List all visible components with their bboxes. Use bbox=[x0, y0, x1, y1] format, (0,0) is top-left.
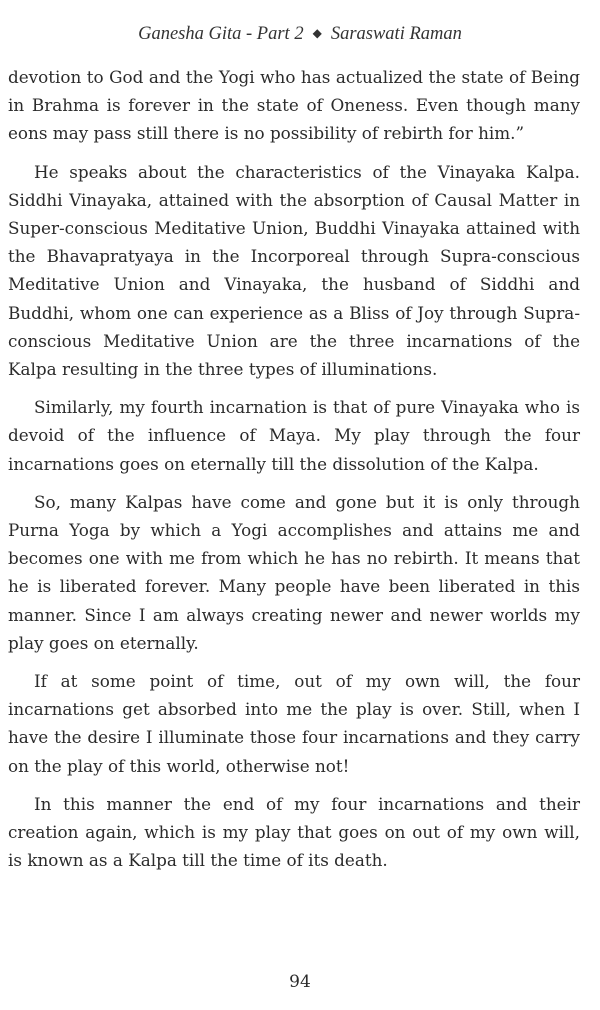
paragraph: Similarly, my fourth incarnation is that of pure Vinayaka who is devoid of the influence of Maya. My play through the four incarnations goes on eternally till the dissolution of the Kalpa. bbox=[8, 397, 580, 474]
page-body bbox=[8, 63, 580, 884]
author-name: Saraswati Raman bbox=[330, 24, 462, 44]
running-header bbox=[0, 24, 600, 45]
paragraph: In this manner the end of my four incarnations and their creation again, which is my play that goes on out of my own will, is known as a Kalpa till the time of its death. bbox=[8, 793, 580, 871]
paragraph: He speaks about the characteristics of the Vinayaka Kalpa. Siddhi Vinayaka, attained with the absorption of Causal Matter in Super-conscious Meditative Union, Buddhi Vinayaka attained with the Bhavapratyaya in the Incorporeal through Supra-conscious Meditative Union and Vinayaka, the husband of Siddhi and Buddhi, whom one can experience as a Bliss of Joy through Supra-conscious Meditative Union are the three incarnations of the Kalpa resulting in the three types of illuminations. bbox=[8, 161, 580, 380]
paragraph: If at some point of time, out of my own will, the four incarnations get absorbed into me the play is over. Still, when I have the desire I illuminate those four incarnations and they carry on the play of this world, otherwise not! bbox=[8, 671, 580, 776]
paragraph-continued: devotion to God and the Yogi who has actualized the state of Being in Brahma is forever in the state of Oneness. Even though many eons may pass still there is no possibility of rebirth for him.” bbox=[8, 67, 580, 144]
book-title: Ganesha Gita - Part 2 bbox=[138, 24, 304, 44]
page-number: 94 bbox=[289, 972, 311, 992]
paragraph: So, many Kalpas have come and gone but it is only through Purna Yoga by which a Yogi accomplishes and attains me and becomes one with me from which he has no rebirth. It means that he is liberated forever. Many people have been liberated in this manner. Since I am always creating newer and newer worlds my play goes on eternally. bbox=[8, 491, 580, 653]
diamond-separator-icon: ◆ bbox=[312, 26, 322, 40]
